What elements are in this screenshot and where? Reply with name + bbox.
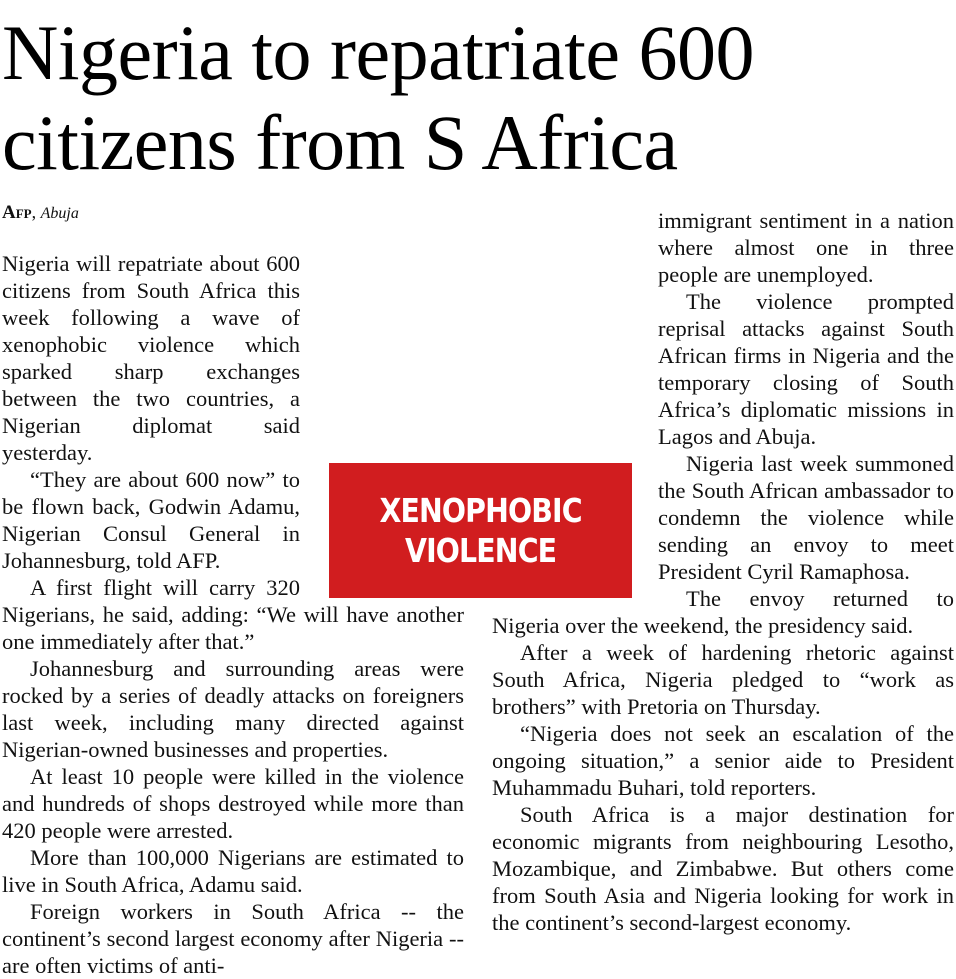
paragraph: At least 10 people were killed in the violence and hundreds of shops destroyed while more than 420 people were arrested.	[2, 764, 464, 843]
byline-separator: ,	[31, 202, 41, 222]
paragraph: Nigeria will repatriate about 600 citizens from South Africa this week following a wave of xenophobic violence which sparked sharp exchanges between the two countries, a Nigerian diplomat said yesterday.	[2, 251, 300, 465]
paragraph: After a week of hardening rhetoric against South Africa, Nigeria pledged to “work as brothers” with Pretoria on Thursday.	[492, 640, 954, 719]
paragraph: immigrant sentiment in a nation where almost one in three people are unemployed.	[658, 208, 954, 287]
byline-agency: Afp	[2, 202, 32, 223]
headline: Nigeria to repatriate 600 citizens from S Africa	[2, 9, 754, 186]
byline-location: Abuja	[40, 205, 79, 222]
callout-text	[379, 491, 581, 571]
paragraph: A first flight will carry 320 Nigerians, he said, adding: “We will have another one immediately after that.”	[2, 575, 464, 654]
byline	[2, 200, 79, 226]
paragraph: The violence prompted reprisal attacks against South African firms in Nigeria and the temporary closing of South Africa’s diplomatic missions in Lagos and Abuja.	[658, 289, 954, 449]
paragraph: “They are about 600 now” to be flown back, Godwin Adamu, Nigerian Consul General in Johannesburg, told AFP.	[2, 467, 300, 573]
callout-line-1: XENOPHOBIC	[379, 490, 582, 530]
article-column-left	[2, 250, 464, 979]
paragraph: “Nigeria does not seek an escalation of the ongoing situation,” a senior aide to President Muhammadu Buhari, told reporters.	[492, 721, 954, 800]
paragraph: Johannesburg and surrounding areas were rocked by a series of deadly attacks on foreigners last week, including many directed against Nigerian-owned businesses and properties.	[2, 656, 464, 762]
callout-box	[329, 463, 632, 598]
paragraph: The envoy returned to Nigeria over the weekend, the presidency said.	[492, 586, 954, 638]
callout-line-2: VIOLENCE	[404, 530, 557, 570]
paragraph: South Africa is a major destination for economic migrants from neighbouring Lesotho, Mozambique, and Zimbabwe. But others come from South Asia and Nigeria looking for work in the continent’s second-largest economy.	[492, 802, 954, 935]
paragraph: Foreign workers in South Africa -- the continent’s second largest economy after Nigeria -- are often victims of anti-	[2, 899, 464, 978]
paragraph: More than 100,000 Nigerians are estimated to live in South Africa, Adamu said.	[2, 845, 464, 897]
paragraph: Nigeria last week summoned the South African ambassador to condemn the violence while sending an envoy to meet President Cyril Ramaphosa.	[658, 451, 954, 584]
